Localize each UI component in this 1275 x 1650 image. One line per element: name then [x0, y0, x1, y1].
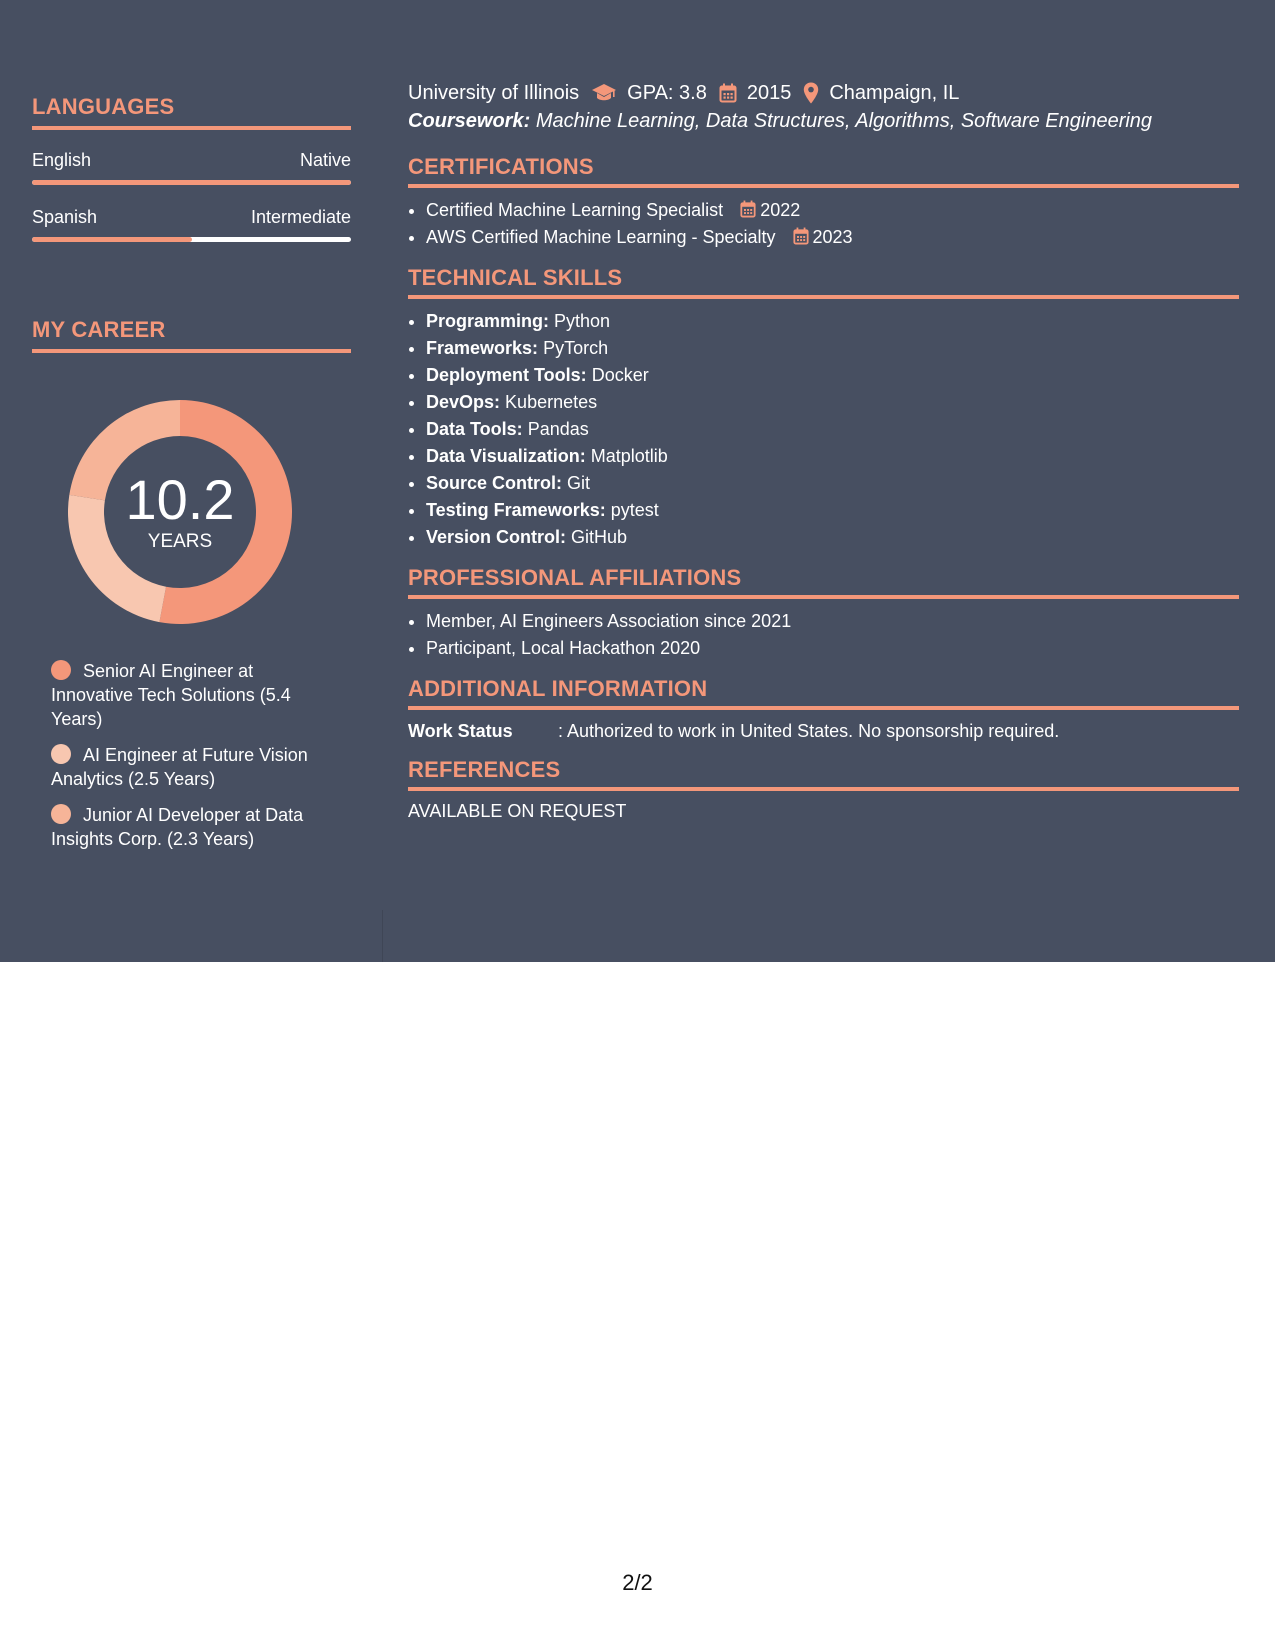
references-section	[408, 757, 1239, 822]
affiliation-item: • Member, AI Engineers Association since 2021	[426, 608, 1239, 635]
language-level: Native	[299, 150, 351, 170]
career-donut-chart	[65, 397, 295, 627]
affiliation-item: • Participant, Local Hackathon 2020	[426, 635, 1239, 662]
career-legend-item: AI Engineer at Future Vision Analytics (2.5 Years)	[51, 745, 308, 789]
career-total-years: 10.2	[125, 468, 235, 531]
references-title: REFERENCES	[408, 757, 1239, 791]
language-item	[32, 207, 351, 242]
language-name: Spanish	[32, 207, 98, 227]
technical-skills-title: TECHNICAL SKILLS	[408, 265, 1239, 299]
skill-item: • Testing Frameworks: pytest	[426, 497, 1239, 524]
skill-item: • Programming: Python	[426, 308, 1239, 335]
technical-skills-section	[408, 265, 1239, 551]
calendar-icon	[793, 227, 809, 245]
language-name: English	[32, 150, 92, 170]
career-legend	[51, 659, 321, 851]
school-name: University of Illinois	[408, 81, 580, 104]
skill-item: • Frameworks: PyTorch	[426, 335, 1239, 362]
references-text: AVAILABLE ON REQUEST	[408, 801, 627, 821]
language-proficiency-bar	[32, 180, 351, 185]
column-divider	[382, 910, 383, 962]
skill-item: • Data Visualization: Matplotlib	[426, 443, 1239, 470]
work-status-row	[408, 719, 1239, 743]
map-pin-icon	[803, 82, 819, 104]
affiliations-section	[408, 565, 1239, 662]
skill-item: • Source Control: Git	[426, 470, 1239, 497]
graduation-cap-icon	[591, 83, 617, 103]
right-column	[408, 78, 1239, 822]
language-proficiency-fill	[32, 237, 192, 242]
career-legend-item: Junior AI Developer at Data Insights Corp. (2.3 Years)	[51, 805, 304, 849]
coursework-label: Coursework:	[408, 110, 531, 132]
coursework-line	[408, 110, 1239, 138]
certification-item: • Certified Machine Learning Specialist 2022	[426, 197, 1239, 224]
skill-item: • Data Tools: Pandas	[426, 416, 1239, 443]
calendar-icon	[719, 83, 737, 103]
skill-item: • Version Control: GitHub	[426, 524, 1239, 551]
work-status-value: : Authorized to work in United States. No sponsorship required.	[558, 721, 1060, 741]
certifications-title: CERTIFICATIONS	[408, 154, 1239, 188]
certifications-section	[408, 154, 1239, 251]
education-line	[408, 78, 1239, 108]
affiliations-title: PROFESSIONAL AFFILIATIONS	[408, 565, 1239, 599]
skill-item: • Deployment Tools: Docker	[426, 362, 1239, 389]
left-column	[32, 94, 351, 863]
language-proficiency-fill	[32, 180, 351, 185]
legend-dot	[51, 660, 71, 680]
coursework-text: Machine Learning, Data Structures, Algorithms, Software Engineering	[535, 110, 1153, 132]
page-number: 2/2	[622, 1570, 653, 1595]
skill-item: • DevOps: Kubernetes	[426, 389, 1239, 416]
language-level: Intermediate	[250, 207, 351, 227]
additional-info-title: ADDITIONAL INFORMATION	[408, 676, 1239, 710]
additional-info-section	[408, 676, 1239, 743]
language-item	[32, 150, 351, 185]
legend-dot	[51, 744, 71, 764]
gpa-text: GPA: 3.8	[627, 81, 707, 104]
languages-title: LANGUAGES	[32, 94, 351, 130]
career-legend-item: Senior AI Engineer at Innovative Tech Solutions (5.4 Years)	[51, 661, 291, 729]
certification-item: • AWS Certified Machine Learning - Specialty 2023	[426, 224, 1239, 251]
career-years-unit: YEARS	[147, 531, 213, 552]
language-proficiency-bar	[32, 237, 351, 242]
career-title: MY CAREER	[32, 317, 351, 353]
school-location: Champaign, IL	[829, 81, 960, 104]
legend-dot	[51, 804, 71, 824]
calendar-icon	[740, 200, 756, 218]
graduation-year: 2015	[746, 81, 792, 104]
work-status-label: Work Status	[408, 721, 513, 741]
